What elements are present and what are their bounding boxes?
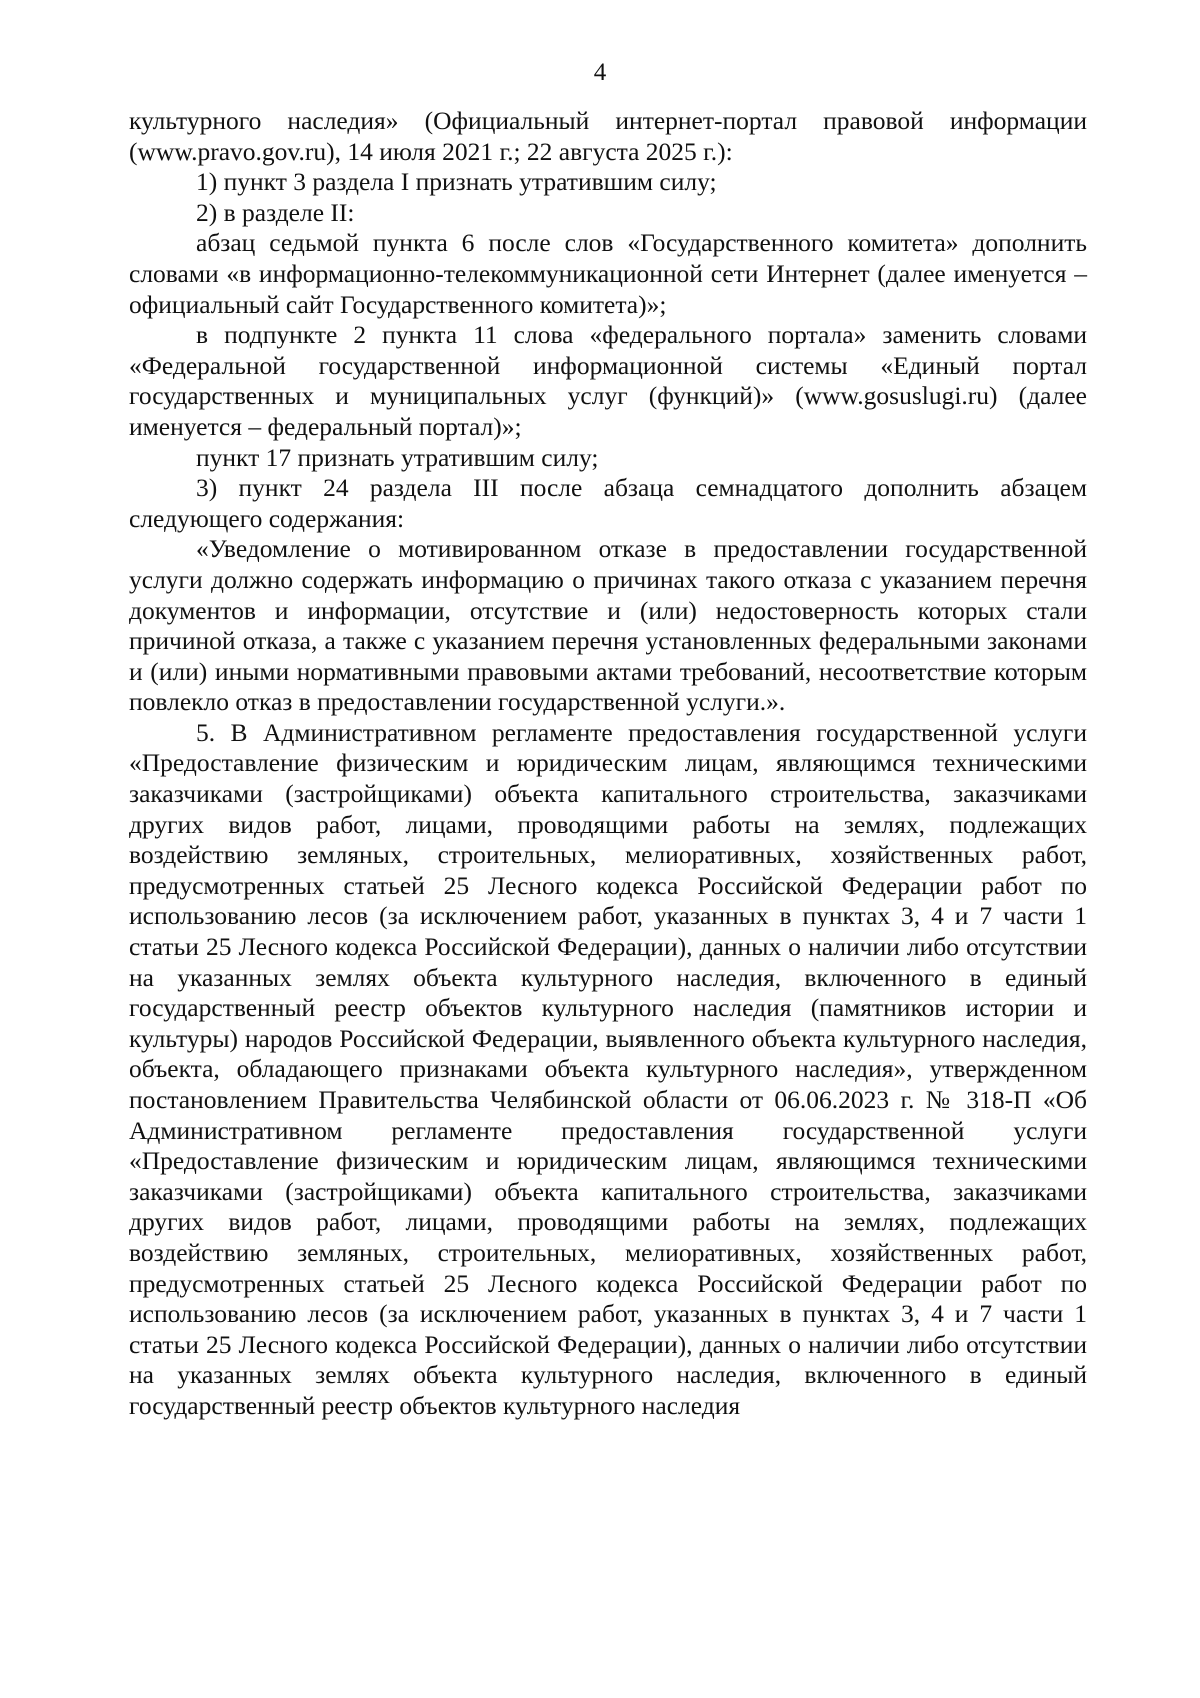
- paragraph-clause-6: абзац седьмой пункта 6 после слов «Государственного комитета» дополнить словами «в информационно-телекоммуникационной сети Интернет (далее именуется – официальный сайт Государственного комитета)»;: [129, 228, 1087, 319]
- paragraph-clause-17: пункт 17 признать утратившим силу;: [196, 442, 599, 472]
- paragraph-section-5: 5. В Административном регламенте предоставления государственной услуги «Предоставление физическим и юридическим лицам, являющимся техническими заказчиками (застройщиками) объекта капитального строительства, заказчиками других видов работ, лицами, проводящими работы на землях, подлежащих воздействию земляных, строительных, мелиоративных, хозяйственных работ, предусмотренных статьей 25 Лесного кодекса Российской Федерации работ по использованию лесов (за исключением работ, указанных в пунктах 3, 4 и 7 части 1 статьи 25 Лесного кодекса Российской Федерации), данных о наличии либо отсутствии на указанных землях объекта культурного наследия, включенного в единый государственный реестр объектов культурного наследия (памятников истории и культуры) народов Российской Федерации, выявленного объекта культурного наследия, объекта, обладающего признаками объекта культурного наследия», утвержденном постановлением Правительства Челябинской области от 06.06.2023 г. № 318-П «Об Административном регламенте предоставления государственной услуги «Предоставление физическим и юридическим лицам, являющимся техническими заказчиками (застройщиками) объекта капитального строительства, заказчиками других видов работ, лицами, проводящими работы на землях, подлежащих воздействию земляных, строительных, мелиоративных, хозяйственных работ, предусмотренных статьей 25 Лесного кодекса Российской Федерации работ по использованию лесов (за исключением работ, указанных в пунктах 3, 4 и 7 части 1 статьи 25 Лесного кодекса Российской Федерации), данных о наличии либо отсутствии на указанных землях объекта культурного наследия, включенного в единый государственный реестр объектов культурного наследия: [129, 717, 1087, 1420]
- page-number: 4: [593, 59, 607, 86]
- document-body: [129, 106, 1087, 1422]
- paragraph-item-2: 2) в разделе II:: [196, 197, 355, 227]
- paragraph-quoted-addition: «Уведомление о мотивированном отказе в предоставлении государственной услуги должно содержать информацию о причинах такого отказа с указанием перечня документов и информации, отсутствие и (или) недостоверность которых стали причиной отказа, а также с указанием перечня установленных федеральными законами и (или) иными нормативными правовыми актами требований, несоответствие которым повлекло отказ в предоставлении государственной услуги.».: [129, 534, 1087, 717]
- paragraph-item-3: 3) пункт 24 раздела III после абзаца семнадцатого дополнить абзацем следующего содержания:: [129, 473, 1087, 533]
- paragraph-continuation: культурного наследия» (Официальный интернет-портал правовой информации (www.pravo.gov.ru), 14 июля 2021 г.; 22 августа 2025 г.):: [129, 106, 1087, 166]
- paragraph-clause-11: в подпункте 2 пункта 11 слова «федерального портала» заменить словами «Федеральной государственной информационной системы «Единый портал государственных и муниципальных услуг (функций)» (www.gosuslugi.ru) (далее именуется – федеральный портал)»;: [129, 320, 1087, 441]
- paragraph-item-1: 1) пункт 3 раздела I признать утратившим силу;: [196, 167, 717, 197]
